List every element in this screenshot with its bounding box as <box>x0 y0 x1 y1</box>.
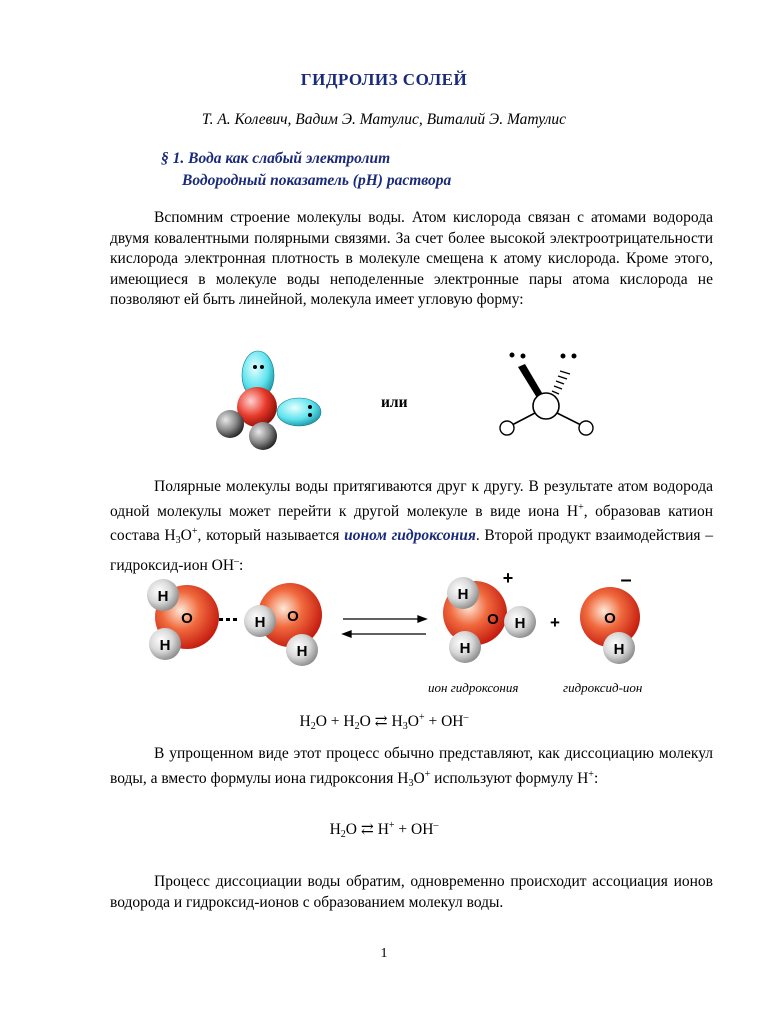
authors: Т. А. Колевич, Вадим Э. Матулис, Виталий Э. Матулис <box>201 111 567 128</box>
atom-h: H <box>459 640 471 657</box>
water-molecule-1 <box>147 579 219 660</box>
atom-h: H <box>457 586 469 603</box>
section-subheading: Водородный показатель (рН) раствора <box>182 172 452 189</box>
charge-minus: – <box>620 569 632 591</box>
caption-hydroxide: гидроксид-ион <box>563 680 643 695</box>
term-hydronium: ионом гидроксония <box>344 527 476 544</box>
atom-h: H <box>254 614 266 631</box>
equation-2: $H_2O$ ⇄ H+ + OH– <box>329 820 439 840</box>
caption-hydronium: ион гидроксония <box>428 680 519 695</box>
paragraph-3: В упрощенном виде этот процесс обычно представляют, как диссоциацию молекул воды, а вместо формулы иона гидроксония $Н_3О^+$ используют формулу Н+: <box>110 745 713 789</box>
atom-h: H <box>159 637 171 654</box>
proton-transfer-diagram <box>130 560 670 680</box>
paragraph-2: Полярные молекулы воды притягиваются друг к другу. В результате атом водорода одной молекулы может перейти к другой молекуле в виде иона Н+, образовав катион состава $Н_3О^+$, который называется ионом гидроксония. Второй продукт взаимодействия – гидроксид-ион ОН–: <box>110 478 713 574</box>
equation-1: $H_2O + H_2O$ ⇄ $H_3O^+ + OH^-$ <box>299 712 469 732</box>
paragraph-1 <box>110 208 713 311</box>
page-number: 1 <box>380 946 388 961</box>
atom-h: H <box>296 643 308 660</box>
atom-h: H <box>613 641 625 658</box>
water-molecule-2 <box>244 583 322 666</box>
charge-plus: + <box>502 568 514 588</box>
atom-h: H <box>157 588 169 605</box>
hydroxide-ion <box>580 569 640 664</box>
paragraph-4: Процесс диссоциации воды обратим, одновременно происходит ассоциация ионов водорода и гидроксид-ионов с образованием молекул воды. <box>110 873 713 911</box>
page-title: ГИДРОЛИЗ СОЛЕЙ <box>300 70 468 89</box>
section-heading: § 1. Вода как слабый электролит <box>161 150 391 167</box>
atom-o: O <box>181 610 193 627</box>
atom-h: H <box>514 615 526 632</box>
hydronium-ion <box>443 568 536 663</box>
equilibrium-arrows <box>343 616 426 637</box>
paragraph-1-text: Вспомним строение молекулы воды. Атом кислорода связан с атомами водорода двумя ковалентными полярными связями. За счет более высокой электроотрицательности кислорода электронная плотность в молекуле смещена к атому кислорода. Кроме этого, имеющиеся в молекуле воды неподеленные электронные пары атома кислорода не позволяют ей быть линейной, молекула имеет угловую форму: <box>110 209 713 308</box>
atom-o: O <box>287 608 299 625</box>
atom-o: O <box>604 610 616 627</box>
plus-sign: + <box>550 613 560 632</box>
atom-o: O <box>487 611 499 628</box>
or-label: или <box>381 394 408 411</box>
water-structural-diagram <box>490 345 605 440</box>
water-3d-model <box>200 345 340 455</box>
